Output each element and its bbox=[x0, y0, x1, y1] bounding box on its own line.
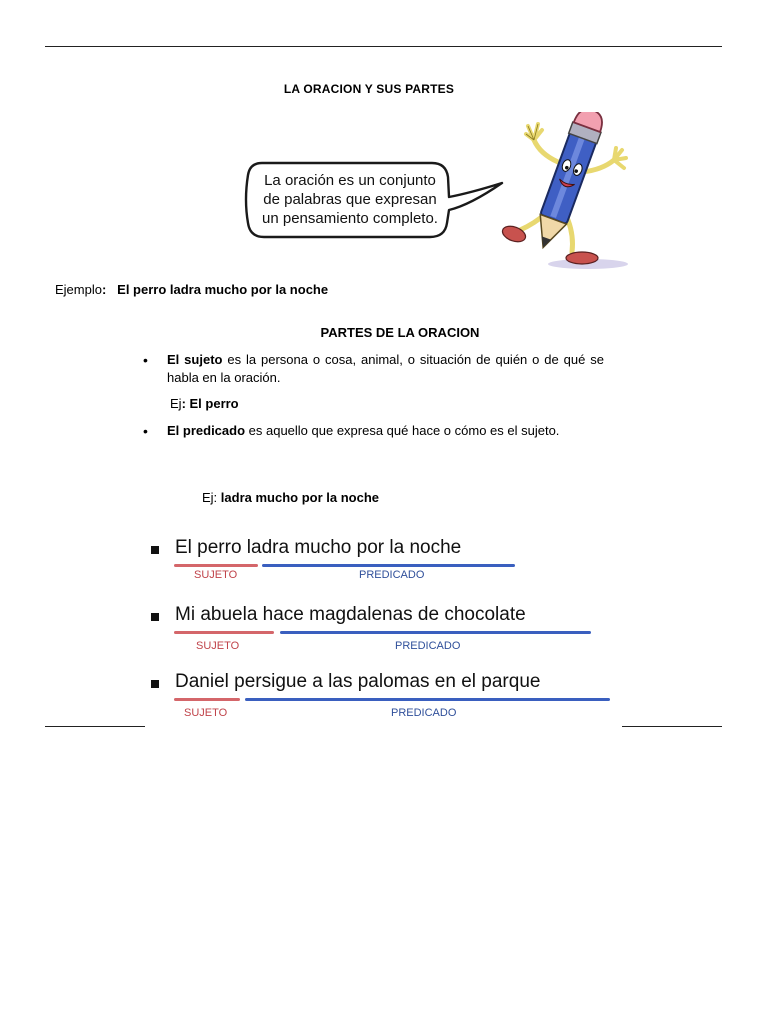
bullet-glyph: • bbox=[143, 423, 148, 439]
bottom-rule-right bbox=[622, 726, 722, 727]
example-sentence: El perro ladra mucho por la noche bbox=[117, 282, 329, 297]
predicado-example bbox=[202, 490, 379, 505]
subject-label: SUJETO bbox=[196, 640, 240, 652]
speech-bubble bbox=[240, 155, 510, 245]
sentence-text: Mi abuela hace magdalenas de chocolate bbox=[175, 604, 526, 625]
sujeto-paragraph bbox=[167, 351, 604, 387]
sujeto-term: El sujeto bbox=[167, 352, 223, 367]
example-label: Ejemplo bbox=[55, 282, 102, 297]
predicate-underline bbox=[245, 698, 610, 701]
sentence-text: Daniel persigue a las palomas en el parque bbox=[175, 671, 541, 692]
top-rule bbox=[45, 46, 722, 47]
parts-heading: PARTES DE LA ORACION bbox=[320, 325, 480, 340]
example-colon: : bbox=[101, 282, 107, 297]
bubble-text bbox=[250, 171, 450, 228]
sentence-example bbox=[147, 602, 622, 652]
bubble-line: La oración es un conjunto bbox=[264, 172, 436, 189]
bottom-rule-left bbox=[45, 726, 145, 727]
sentence-examples bbox=[147, 535, 622, 725]
sujeto-ej-label: Ej bbox=[170, 396, 182, 411]
subject-underline bbox=[174, 698, 240, 701]
subject-label: SUJETO bbox=[194, 569, 238, 581]
predicado-paragraph bbox=[167, 422, 604, 440]
sentence-text: El perro ladra mucho por la noche bbox=[175, 537, 462, 558]
sentence-example bbox=[147, 669, 622, 719]
bubble-line: de palabras que expresan bbox=[263, 191, 437, 208]
page-title: LA ORACION Y SUS PARTES bbox=[283, 82, 455, 96]
predicate-label: PREDICADO bbox=[391, 707, 457, 719]
sujeto-ej-value: : El perro bbox=[181, 396, 239, 411]
predicado-ej-value: ladra mucho por la noche bbox=[220, 490, 379, 505]
predicate-underline bbox=[280, 631, 591, 634]
square-bullet-icon bbox=[151, 546, 159, 554]
predicado-ej-label: Ej: bbox=[202, 490, 221, 505]
subject-label: SUJETO bbox=[184, 707, 228, 719]
predicado-definition: es aquello que expresa qué hace o cómo es el sujeto. bbox=[245, 423, 560, 438]
square-bullet-icon bbox=[151, 613, 159, 621]
sentence-example bbox=[147, 535, 622, 585]
sujeto-example bbox=[170, 396, 239, 411]
predicate-label: PREDICADO bbox=[395, 640, 461, 652]
bullet-glyph: • bbox=[143, 352, 148, 368]
pencil-character-icon bbox=[498, 112, 633, 272]
predicado-term: El predicado bbox=[167, 423, 246, 438]
subject-underline bbox=[174, 564, 258, 567]
predicate-label: PREDICADO bbox=[359, 569, 425, 581]
square-bullet-icon bbox=[151, 680, 159, 688]
sujeto-definition: es la persona o cosa, animal, o situación de quién o de qué se habla en la oración. bbox=[167, 352, 604, 385]
example-line bbox=[55, 282, 328, 297]
predicate-underline bbox=[262, 564, 515, 567]
subject-underline bbox=[174, 631, 274, 634]
bubble-line: un pensamiento completo. bbox=[262, 210, 438, 227]
